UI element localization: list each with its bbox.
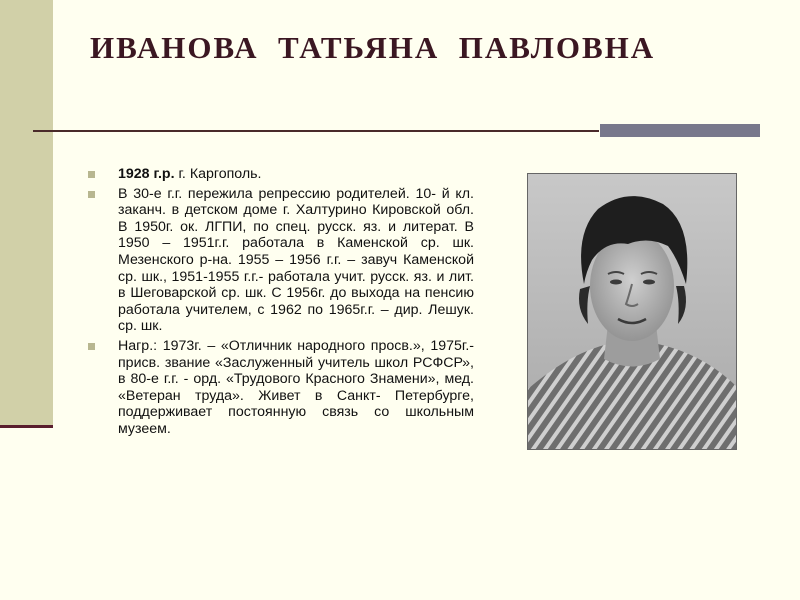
square-bullet-icon [88, 343, 95, 350]
decorative-side-line [0, 425, 53, 428]
biography-list [88, 166, 474, 441]
bullet-text: Нагр.: 1973г. – «Отличник народного просв.», 1975г.- присв. звание «Заслуженный учитель школ РСФСР», в 80-е г.г. - орд. «Трудового Красного Знамени», мед. «Ветеран труда». Живет в Санкт- Петербурге, поддерживает постоянную связь со школьным музеем. [118, 337, 474, 437]
bullet-item-birth [88, 166, 474, 183]
square-bullet-icon [88, 171, 95, 178]
slide-title: ИВАНОВА ТАТЬЯНА ПАВЛОВНА [90, 30, 656, 65]
portrait-photo [527, 173, 737, 450]
bullet-item-career [88, 186, 474, 335]
bullet-text: г. Каргополь. [174, 166, 262, 182]
square-bullet-icon [88, 191, 95, 198]
portrait-illustration [528, 174, 736, 449]
decorative-side-bar [0, 0, 53, 427]
bullet-bold-text: 1928 г.р. [118, 166, 175, 182]
title-divider-line [33, 130, 599, 132]
bullet-text: В 30-е г.г. пережила репрессию родителей. 10- й кл. заканч. в детском доме г. Халтурино Кировской обл. В 1950г. ок. ЛГПИ, по спец. русск. яз. и литерат. В 1950 – 1951г.г. работала в Каменской ср. шк. Мезенского р-на. 1955 – 1956 г.г. – завуч Каменской ср. шк., 1951-1955 г.г.- работала учит. русск. яз. и лит. в Шеговарской ср. шк. С 1956г. до выхода на пенсию работала учителем, с 1962 по 1965г.г. – дир. Лешук. ср. шк. [118, 185, 474, 335]
title-divider-accent [600, 124, 760, 137]
bullet-item-awards [88, 338, 474, 438]
